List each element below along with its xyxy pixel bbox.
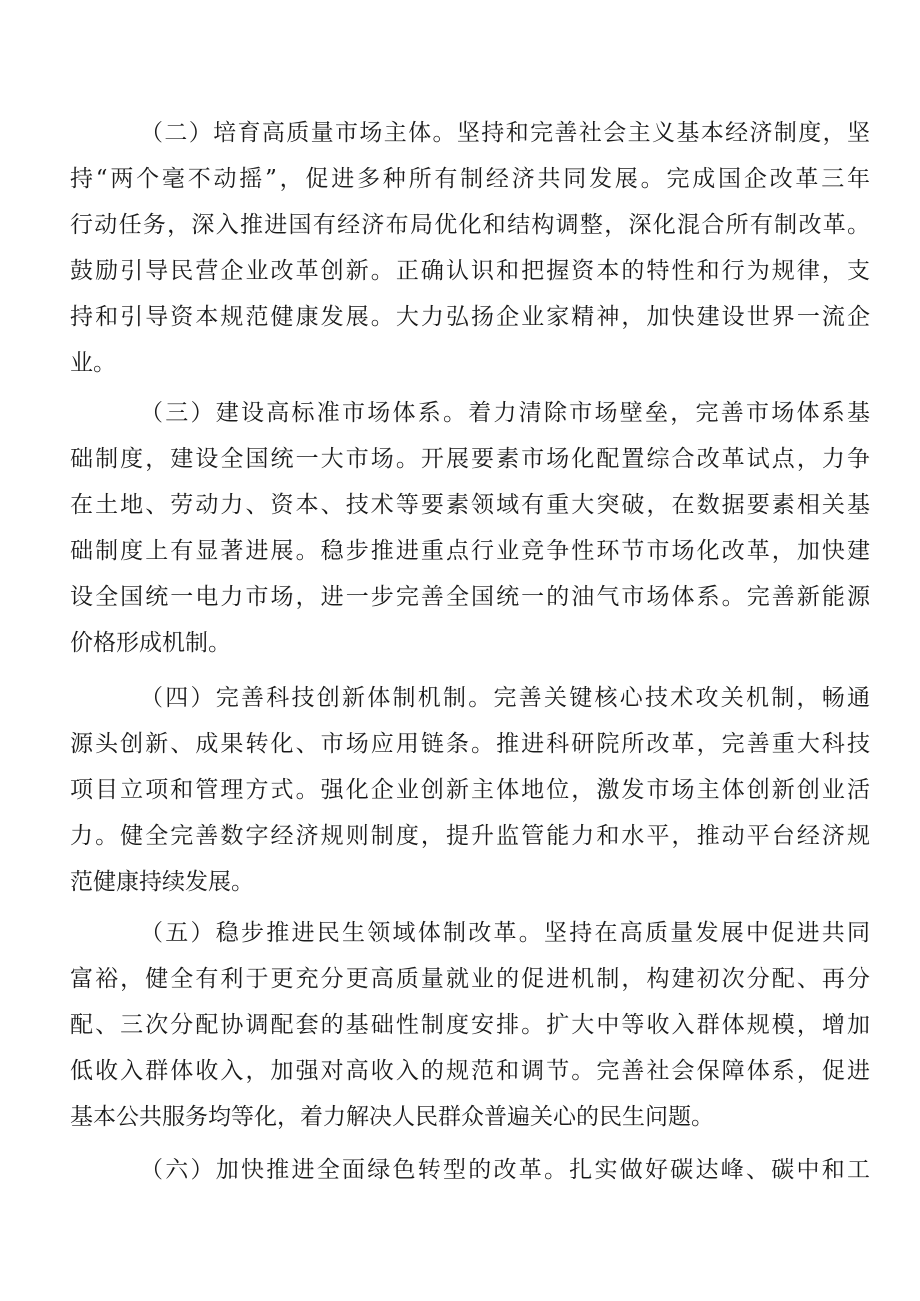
text-line: 低收入群体收入，加强对高收入的规范和调节。完善社会保障体系，促进 (70, 1058, 870, 1084)
text-line: 项目立项和管理方式。强化企业创新主体地位，激发市场主体创新创业活 (70, 777, 870, 803)
text-line: （四）完善科技创新体制机制。完善关键核心技术攻关机制，畅通 (140, 685, 870, 711)
text-line: 源头创新、成果转化、市场应用链条。推进科研院所改革，完善重大科技 (70, 731, 870, 757)
paragraph-green-transition (70, 1147, 870, 1193)
text-line: 价格形成机制。 (70, 630, 231, 656)
text-line: 础制度上有显著进展。稳步推进重点行业竞争性环节市场化改革，加快建 (70, 538, 870, 564)
text-line: 设全国统一电力市场，进一步完善全国统一的油气市场体系。完善新能源 (70, 584, 870, 610)
text-line: （二）培育高质量市场主体。坚持和完善社会主义基本经济制度，坚 (140, 120, 870, 146)
text-line: 持“两个毫不动摇”，促进多种所有制经济共同发展。完成国企改革三年 (70, 166, 870, 192)
text-line: 持和引导资本规范健康发展。大力弘扬企业家精神，加快建设世界一流企 (70, 304, 870, 330)
paragraph-market-system (70, 390, 870, 666)
text-line: 基本公共服务均等化，着力解决人民群众普遍关心的民生问题。 (70, 1104, 714, 1130)
text-line: 在土地、劳动力、资本、技术等要素领域有重大突破，在数据要素相关基 (70, 492, 870, 518)
text-line: （六）加快推进全面绿色转型的改革。扎实做好碳达峰、碳中和工 (140, 1157, 870, 1183)
paragraph-livelihood-reform (70, 910, 870, 1140)
paragraph-market-entities (70, 110, 870, 386)
text-line: （三）建设高标准市场体系。着力清除市场壁垒，完善市场体系基 (140, 400, 870, 426)
text-line: 范健康持续发展。 (70, 869, 254, 895)
text-line: 配、三次分配协调配套的基础性制度安排。扩大中等收入群体规模，增加 (70, 1012, 870, 1038)
text-line: 行动任务，深入推进国有经济布局优化和结构调整，深化混合所有制改革。 (70, 212, 870, 238)
text-line: 力。健全完善数字经济规则制度，提升监管能力和水平，推动平台经济规 (70, 823, 870, 849)
text-line: 础制度，建设全国统一大市场。开展要素市场化配置综合改革试点，力争 (70, 446, 870, 472)
text-line: 鼓励引导民营企业改革创新。正确认识和把握资本的特性和行为规律，支 (70, 258, 870, 284)
text-line: 富裕，健全有利于更充分更高质量就业的促进机制，构建初次分配、再分 (70, 966, 870, 992)
paragraph-tech-innovation (70, 675, 870, 905)
text-line: 业。 (70, 350, 116, 376)
text-line: （五）稳步推进民生领域体制改革。坚持在高质量发展中促进共同 (140, 920, 870, 946)
